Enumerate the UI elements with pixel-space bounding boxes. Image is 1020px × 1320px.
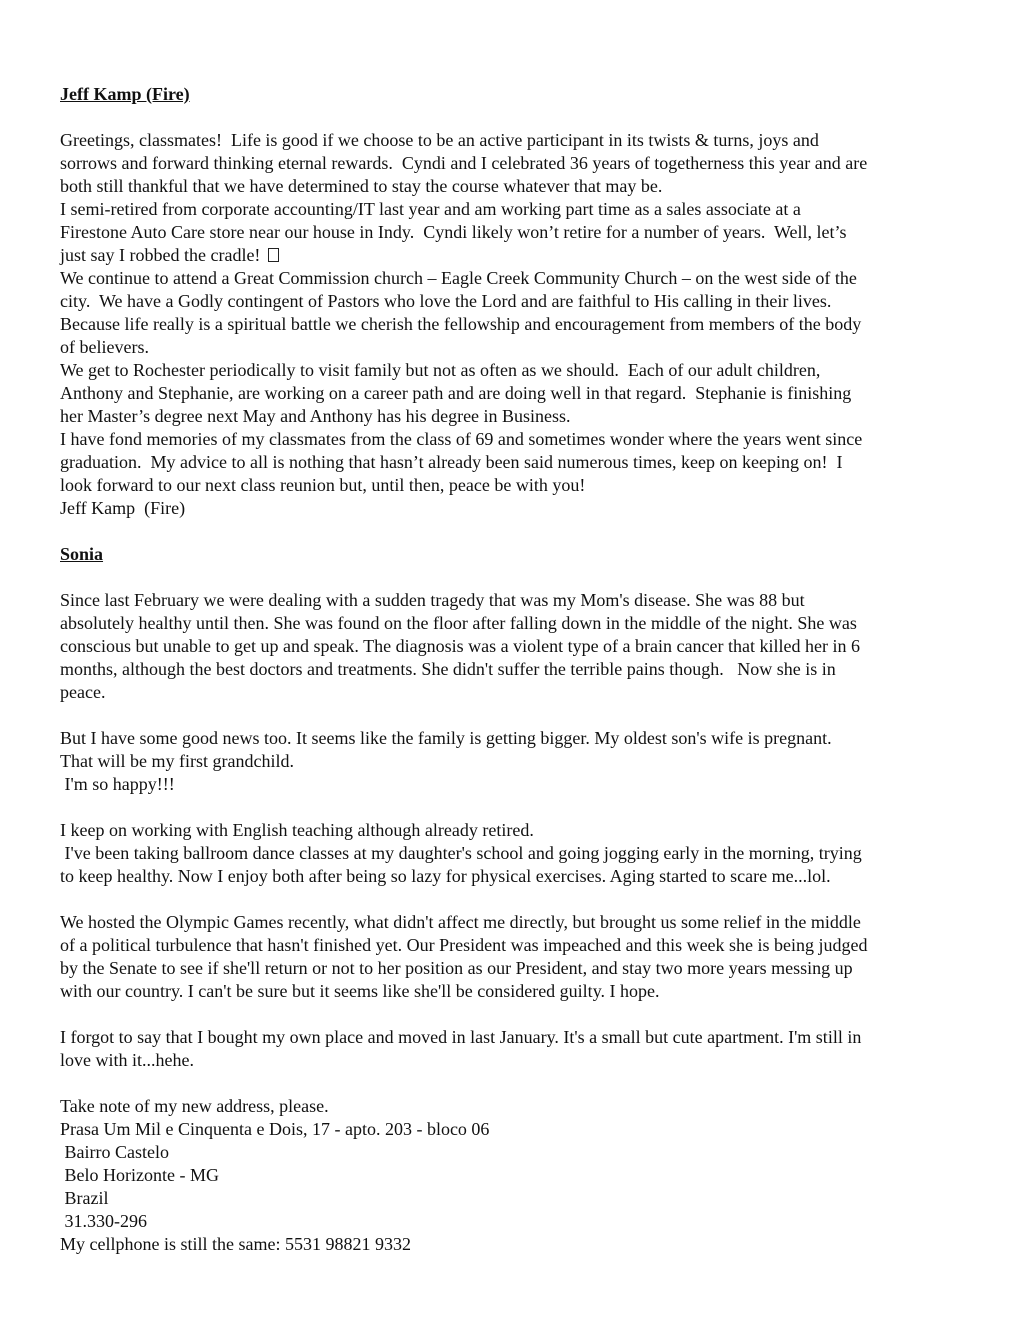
missing-glyph-icon (268, 248, 279, 262)
sonia-paragraph-1 (60, 589, 970, 704)
jeff-kamp-letter (60, 129, 970, 520)
text-line: Firestone Auto Care store near our house in Indy. Cyndi likely won’t retire for a number of years. Well, let’s (60, 222, 847, 242)
address-line: 31.330-296 (60, 1211, 147, 1231)
text-line: I'm so happy!!! (60, 774, 175, 794)
text-line: I keep on working with English teaching although already retired. (60, 820, 534, 840)
text-line: I've been taking ballroom dance classes at my daughter's school and going jogging early in the morning, trying (60, 843, 862, 863)
text-line: We continue to attend a Great Commission church – Eagle Creek Community Church – on the west side of the (60, 268, 857, 288)
spacer (60, 888, 970, 911)
text-line: Because life really is a spiritual battle we cherish the fellowship and encouragement from members of the body (60, 314, 862, 334)
address-line: Bairro Castelo (60, 1142, 169, 1162)
text-line (60, 244, 970, 267)
text-line: months, although the best doctors and treatments. She didn't suffer the terrible pains though. Now she is in (60, 659, 836, 679)
text-line: her Master’s degree next May and Anthony has his degree in Business. (60, 406, 571, 426)
text-line: look forward to our next class reunion but, until then, peace be with you! (60, 475, 586, 495)
spacer (60, 106, 970, 129)
signature-line: Jeff Kamp (Fire) (60, 498, 186, 518)
text-line: I semi-retired from corporate accounting/IT last year and am working part time as a sales associate at a (60, 199, 801, 219)
text-line: peace. (60, 682, 106, 702)
text-line: with our country. I can't be sure but it seems like she'll be considered guilty. I hope. (60, 981, 660, 1001)
text-line: Greetings, classmates! Life is good if we choose to be an active participant in its twists & turns, joys and (60, 130, 819, 150)
text-line: to keep healthy. Now I enjoy both after being so lazy for physical exercises. Aging started to scare me...lol. (60, 866, 831, 886)
text-line: We hosted the Olympic Games recently, what didn't affect me directly, but brought us some relief in the middle (60, 912, 861, 932)
sonia-paragraph-3 (60, 819, 970, 888)
address-line: Prasa Um Mil e Cinquenta e Dois, 17 - apto. 203 - bloco 06 (60, 1119, 490, 1139)
spacer (60, 704, 970, 727)
text-line: That will be my first grandchild. (60, 751, 294, 771)
text-line: love with it...hehe. (60, 1050, 194, 1070)
text-span: just say I robbed the cradle! (60, 245, 261, 265)
text-line: by the Senate to see if she'll return or not to her position as our President, and stay two more years messing up (60, 958, 853, 978)
text-line: absolutely healthy until then. She was found on the floor after falling down in the middle of the night. She was (60, 613, 857, 633)
document-page (60, 83, 970, 1256)
section-heading-jeff-kamp: Jeff Kamp (Fire) (60, 84, 190, 104)
text-line: city. We have a Godly contingent of Pastors who love the Lord and are faithful to His calling in their lives. (60, 291, 832, 311)
sonia-paragraph-2 (60, 727, 970, 796)
spacer (60, 520, 970, 543)
section-heading-sonia: Sonia (60, 544, 104, 564)
text-line: both still thankful that we have determined to stay the course whatever that may be. (60, 176, 663, 196)
text-line: of a political turbulence that hasn't finished yet. Our President was impeached and this week she is being judged (60, 935, 868, 955)
address-line: Belo Horizonte - MG (60, 1165, 219, 1185)
sonia-paragraph-5 (60, 1026, 970, 1072)
spacer (60, 566, 970, 589)
text-line: I forgot to say that I bought my own place and moved in last January. It's a small but cute apartment. I'm still in (60, 1027, 862, 1047)
spacer (60, 1003, 970, 1026)
text-line: We get to Rochester periodically to visit family but not as often as we should. Each of our adult children, (60, 360, 821, 380)
text-line: graduation. My advice to all is nothing that hasn’t already been said numerous times, keep on keeping on! I (60, 452, 843, 472)
phone-line: My cellphone is still the same: 5531 98821 9332 (60, 1234, 411, 1254)
text-line: Anthony and Stephanie, are working on a career path and are doing well in that regard. Stephanie is finishing (60, 383, 852, 403)
text-line: But I have some good news too. It seems like the family is getting bigger. My oldest son's wife is pregnant. (60, 728, 832, 748)
text-line: conscious but unable to get up and speak. The diagnosis was a violent type of a brain cancer that killed her in 6 (60, 636, 860, 656)
spacer (60, 1072, 970, 1095)
text-line: Since last February we were dealing with a sudden tragedy that was my Mom's disease. She was 88 but (60, 590, 805, 610)
sonia-address-block (60, 1095, 970, 1256)
text-line: of believers. (60, 337, 149, 357)
text-line: Take note of my new address, please. (60, 1096, 329, 1116)
spacer (60, 796, 970, 819)
text-line: sorrows and forward thinking eternal rewards. Cyndi and I celebrated 36 years of togetherness this year and are (60, 153, 868, 173)
text-line: I have fond memories of my classmates from the class of 69 and sometimes wonder where the years went since (60, 429, 863, 449)
address-line: Brazil (60, 1188, 109, 1208)
sonia-paragraph-4 (60, 911, 970, 1003)
